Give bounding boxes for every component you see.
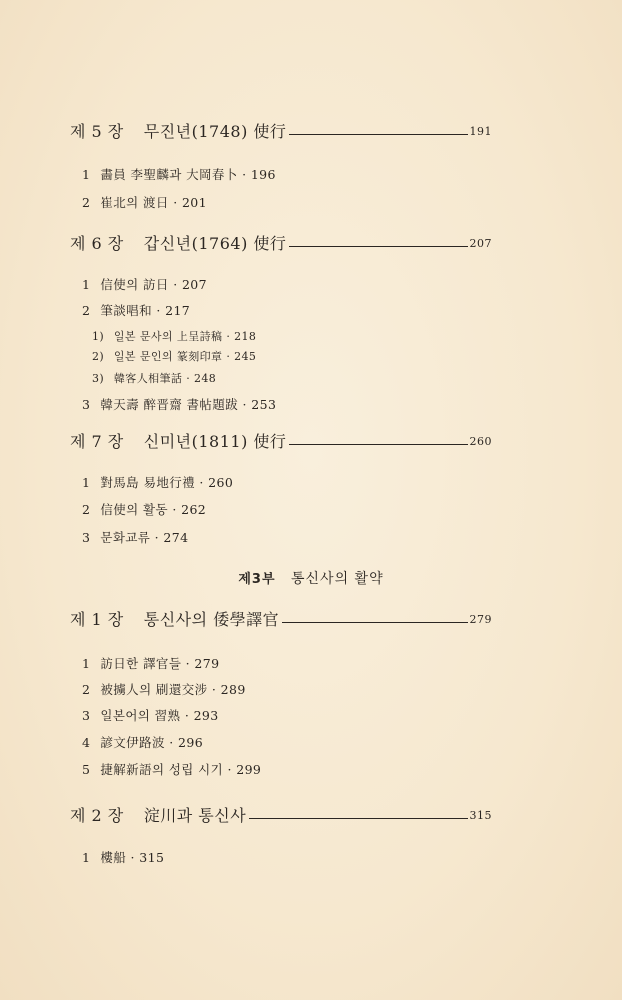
item-text: 信使의 활동 · 262 bbox=[100, 502, 207, 517]
chapter-page: 279 bbox=[469, 613, 492, 626]
toc-item bbox=[82, 706, 219, 724]
chapter-title: 淀川과 통신사 bbox=[143, 806, 247, 825]
leader-line bbox=[289, 246, 467, 247]
subitem-number: 3) bbox=[92, 372, 105, 385]
item-number: 2 bbox=[82, 303, 91, 318]
toc-item bbox=[82, 193, 207, 211]
chapter-number: 제 2 장 bbox=[70, 806, 124, 825]
chapter-number: 제 6 장 bbox=[70, 234, 124, 253]
subitem-text: 일본 문사의 上呈詩稿 · 218 bbox=[113, 330, 257, 343]
item-text: 일본어의 習熟 · 293 bbox=[100, 708, 219, 723]
item-number: 1 bbox=[82, 656, 91, 671]
subitem-text: 일본 문인의 篆刻印章 · 245 bbox=[113, 350, 257, 363]
chapter-title: 신미년(1811) 使行 bbox=[143, 432, 287, 451]
toc-item bbox=[82, 165, 276, 183]
subitem-text: 韓客人相筆話 · 248 bbox=[113, 372, 217, 385]
chapter-page: 260 bbox=[469, 435, 492, 448]
part-title: 통신사의 활약 bbox=[291, 571, 384, 587]
item-text: 韓天壽 醉晋齋 書帖題跋 · 253 bbox=[100, 397, 277, 412]
chapter-page: 191 bbox=[469, 125, 492, 138]
item-text: 諺文伊路波 · 296 bbox=[100, 735, 204, 750]
item-number: 2 bbox=[82, 502, 91, 517]
item-number: 2 bbox=[82, 195, 91, 210]
leader-line bbox=[289, 444, 467, 445]
subitem-number: 2) bbox=[92, 350, 105, 363]
chapter-5-heading bbox=[70, 118, 492, 142]
chapter-number: 제 1 장 bbox=[70, 610, 124, 629]
toc-item bbox=[82, 733, 203, 751]
item-number: 5 bbox=[82, 762, 91, 777]
chapter-number: 제 7 장 bbox=[70, 432, 124, 451]
toc-item bbox=[82, 760, 261, 778]
toc-item bbox=[82, 848, 164, 866]
item-number: 2 bbox=[82, 682, 91, 697]
chapter-7-heading bbox=[70, 428, 492, 452]
part3-chapter-1-heading bbox=[70, 606, 492, 630]
toc-subitem bbox=[92, 328, 256, 344]
item-number: 3 bbox=[82, 530, 91, 545]
item-text: 筆談唱和 · 217 bbox=[100, 303, 191, 318]
leader-line bbox=[249, 818, 467, 819]
item-text: 信使의 訪日 · 207 bbox=[100, 277, 208, 292]
part-label: 제3부 bbox=[238, 572, 276, 587]
part-heading bbox=[0, 568, 622, 588]
item-number: 4 bbox=[82, 735, 91, 750]
item-number: 3 bbox=[82, 708, 91, 723]
item-number: 1 bbox=[82, 167, 91, 182]
toc-subitem bbox=[92, 348, 256, 364]
item-text: 對馬島 易地行禮 · 260 bbox=[100, 475, 234, 490]
toc-item bbox=[82, 654, 219, 672]
item-number: 1 bbox=[82, 850, 91, 865]
item-number: 1 bbox=[82, 277, 91, 292]
item-text: 訪日한 譯官들 · 279 bbox=[100, 656, 220, 671]
leader-line bbox=[282, 622, 467, 623]
toc-item bbox=[82, 680, 246, 698]
item-number: 1 bbox=[82, 475, 91, 490]
chapter-6-heading bbox=[70, 230, 492, 254]
chapter-page: 207 bbox=[469, 237, 492, 250]
item-text: 被擄人의 刷還交涉 · 289 bbox=[100, 682, 246, 697]
chapter-title: 통신사의 倭學譯官 bbox=[143, 610, 280, 629]
subitem-number: 1) bbox=[92, 330, 105, 343]
item-text: 畵員 李聖麟과 大岡春卜 · 196 bbox=[100, 167, 276, 182]
item-text: 崔北의 渡日 · 201 bbox=[100, 195, 208, 210]
toc-item bbox=[82, 500, 206, 518]
part3-chapter-2-heading bbox=[70, 802, 492, 826]
toc-item bbox=[82, 473, 233, 491]
toc-item bbox=[82, 275, 207, 293]
chapter-number: 제 5 장 bbox=[70, 122, 124, 141]
toc-item bbox=[82, 301, 190, 319]
chapter-page: 315 bbox=[469, 809, 492, 822]
toc-item bbox=[82, 528, 188, 546]
item-text: 樓船 · 315 bbox=[100, 850, 165, 865]
toc-subitem bbox=[92, 370, 216, 386]
leader-line bbox=[289, 134, 467, 135]
chapter-title: 갑신년(1764) 使行 bbox=[143, 234, 287, 253]
item-number: 3 bbox=[82, 397, 91, 412]
item-text: 捷解新語의 성립 시기 · 299 bbox=[100, 762, 262, 777]
chapter-title: 무진년(1748) 使行 bbox=[143, 122, 287, 141]
toc-item bbox=[82, 395, 276, 413]
item-text: 문화교류 · 274 bbox=[100, 530, 189, 545]
